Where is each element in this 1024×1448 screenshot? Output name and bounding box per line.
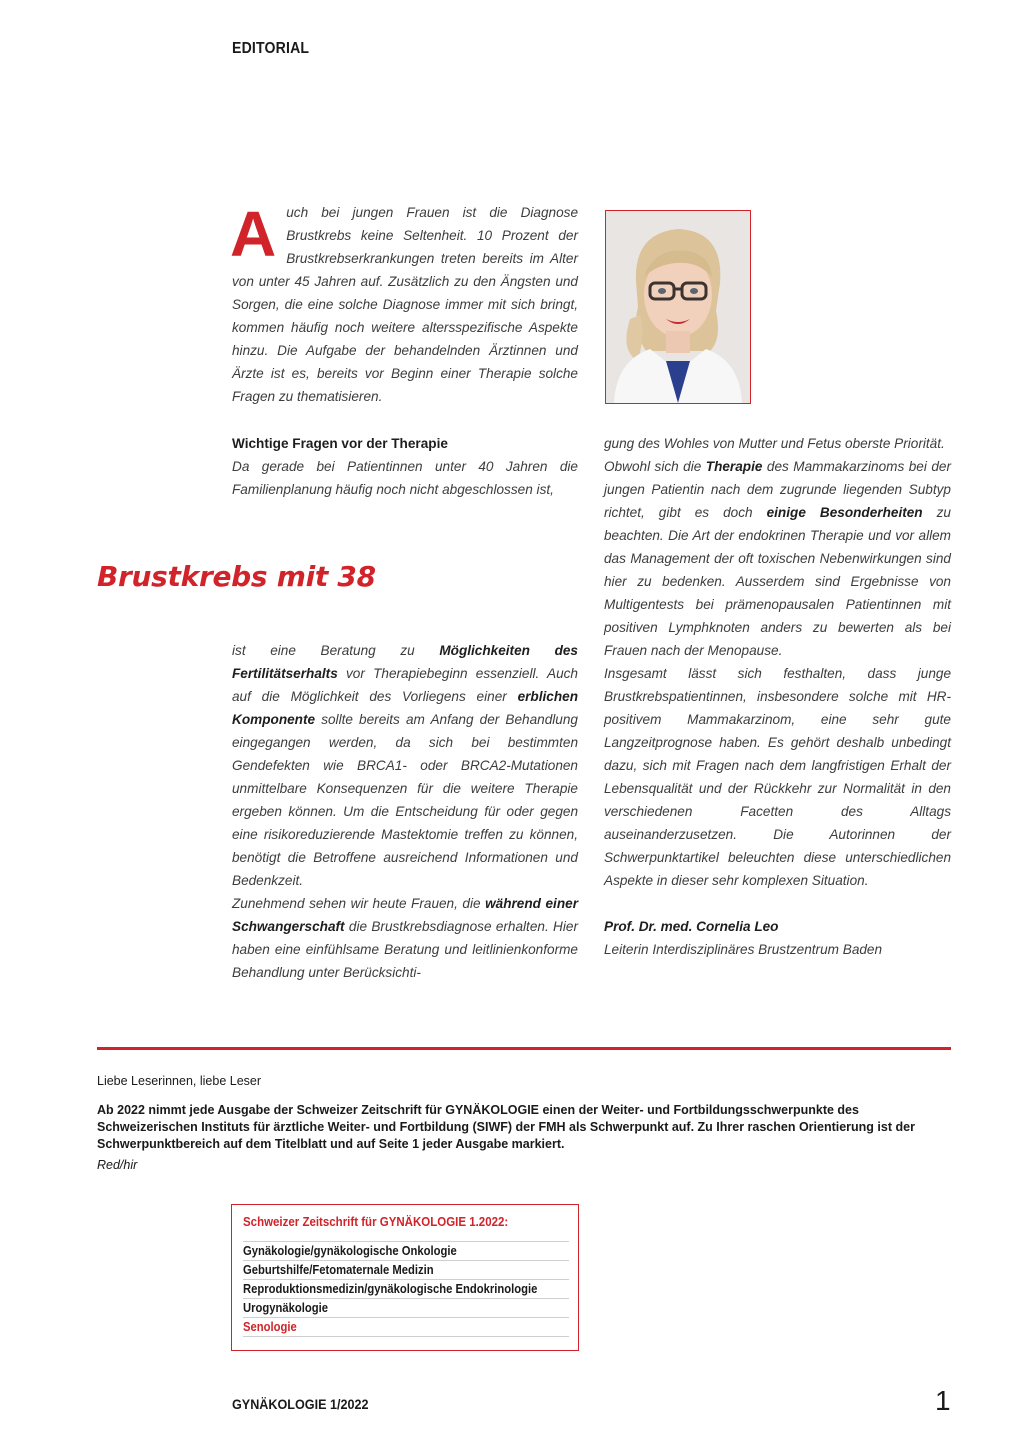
article-paragraph-2: ist eine Beratung zu Möglichkeiten des Fertilitätserhalts vor Therapiebeginn essenziell. Auch auf die Möglichkeit des Vorliegens einer erblichen Komponente sollte bereits am Anfang der Behandlung eingegangen werden, da sich bei bestimmten Gendefekten wie BRCA1- oder BRCA2-Mutationen unmittelbare Konsequenzen für die weitere Therapie ergeben können. Um die Entscheidung für oder gegen eine risikoreduzierende Mastektomie treffen zu können, benötigt die Betroffene ausreichend Informationen und Bedenkzeit. <box>232 643 578 888</box>
article-column-right <box>604 432 951 961</box>
author-portrait <box>605 210 751 404</box>
portrait-image <box>606 211 750 403</box>
article-intro: uch bei jungen Frauen ist die Diagnose Brustkrebs keine Seltenheit. 10 Prozent der Brustkrebserkrankungen treten bereits im Alter von unter 45 Jahren auf. Zusätzlich zu den Ängsten und Sorgen, die eine solche Diagnose immer mit sich bringt, kommen häufig noch weitere altersspezifische Aspekte hinzu. Die Aufgabe der behandelnden Ärztinnen und Ärzte ist es, bereits vor Beginn einer Therapie solche Fragen zu thematisieren. <box>232 205 578 404</box>
drop-cap: A <box>230 198 277 270</box>
notice-greeting: Liebe Leserinnen, liebe Leser <box>97 1074 262 1088</box>
focus-topic-item: Senologie <box>243 1318 569 1337</box>
article-paragraph-3-end: gung des Wohles von Mutter und Fetus oberste Priorität. <box>604 436 945 451</box>
focus-topic-item: Geburtshilfe/Fetomaternale Medizin <box>243 1261 569 1280</box>
article-paragraph-3-start: Zunehmend sehen wir heute Frauen, die während einer Schwangerschaft die Brustkrebsdiagnose erhalten. Hier haben eine einfühlsame Beratung und leitlinienkonforme Behandlung unter Berücksichti- <box>232 896 578 980</box>
focus-box-title: Schweizer Zeitschrift für GYNÄKOLOGIE 1.2022: <box>243 1215 509 1229</box>
emphasis-hereditary: erblichen Komponente <box>232 689 578 727</box>
notice-body: Ab 2022 nimmt jede Ausgabe der Schweizer Zeitschrift für GYNÄKOLOGIE einen der Weiter- und Fortbildungsschwerpunkte des Schweizerischen Instituts für ärztliche Weiter- und Fortbildung (SIWF) der FMH als Schwerpunkt auf. Zu Ihrer raschen Orientierung ist der Schwerpunktbereich auf dem Titelblatt und auf Seite 1 jeder Ausgabe markiert. <box>97 1103 915 1151</box>
article-title: Brustkrebs mit 38 <box>97 560 376 593</box>
divider-rule <box>97 1047 951 1050</box>
focus-topics-box <box>231 1204 579 1351</box>
focus-topic-item: Urogynäkologie <box>243 1299 569 1318</box>
section-label: EDITORIAL <box>232 40 310 57</box>
article-paragraph-1: Da gerade bei Patientinnen unter 40 Jahren die Familienplanung häufig noch nicht abgeschlossen ist, <box>232 459 578 497</box>
author-name: Prof. Dr. med. Cornelia Leo <box>604 919 779 934</box>
article-subheading: Wichtige Fragen vor der Therapie <box>232 436 448 451</box>
emphasis-particularities: einige Besonderheiten <box>766 505 923 520</box>
footer-journal: GYNÄKOLOGIE 1/2022 <box>232 1396 369 1412</box>
article-column-left-top <box>230 198 578 501</box>
emphasis-pregnancy: während einer Schwangerschaft <box>232 896 578 934</box>
article-column-left-bottom <box>232 639 578 984</box>
emphasis-therapy: Therapie <box>705 459 763 474</box>
emphasis-fertility: Möglichkeiten des Fertilitätserhalts <box>232 643 578 681</box>
focus-topic-item: Reproduktionsmedizin/gynäkologische Endokrinologie <box>243 1280 569 1299</box>
article-paragraph-5: Insgesamt lässt sich festhalten, dass junge Brustkrebspatientinnen, insbesondere solche mit HR-positivem Mammakarzinom, eine sehr gute Langzeitprognose haben. Es gehört deshalb unbedingt dazu, sich mit Fragen nach dem langfristigen Erhalt der Lebensqualität und der Rückkehr zur Normalität in den verschiedenen Facetten des Alltags auseinanderzusetzen. Die Autorinnen der Schwerpunktartikel beleuchten diese unterschiedlichen Aspekte in dieser sehr komplexen Situation. <box>604 666 951 888</box>
page-number: 1 <box>935 1385 951 1416</box>
focus-topic-item: Gynäkologie/gynäkologische Onkologie <box>243 1242 569 1261</box>
notice-signature: Red/hir <box>97 1158 138 1172</box>
focus-topic-list <box>243 1241 569 1337</box>
author-role: Leiterin Interdisziplinäres Brustzentrum Baden <box>604 942 883 957</box>
article-paragraph-4: Obwohl sich die Therapie des Mammakarzinoms bei der jungen Patientin nach dem zugrunde liegenden Subtyp richtet, gibt es doch einige Besonderheiten zu beachten. Die Art der endokrinen Therapie und vor allem das Management der oft toxischen Nebenwirkungen sind hier zu bedenken. Ausserdem sind Ergebnisse von Multigentests bei prämenopausalen Patientinnen mit positiven Lymphknoten anders zu bewerten als bei Frauen nach der Menopause. <box>604 459 951 658</box>
